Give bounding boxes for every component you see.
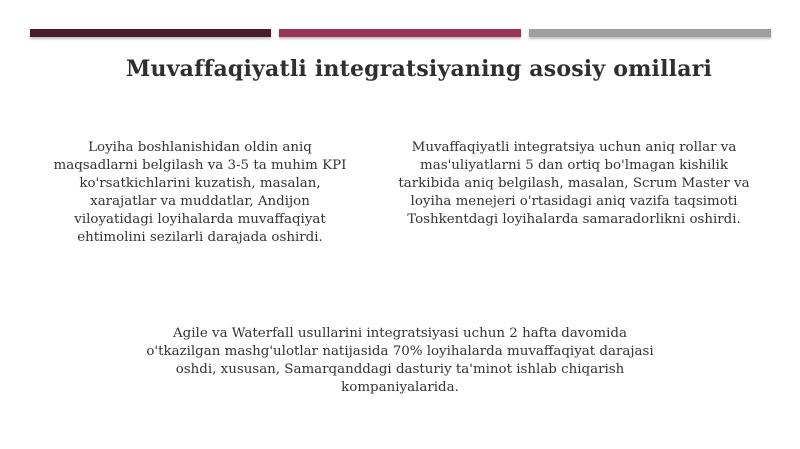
- paragraph-goals-kpi: Loyiha boshlanishidan oldin aniq maqsadlarni belgilash va 3-5 ta muhim KPI ko'rsatkichlarini kuzatish, masalan, xarajatlar va muddatlar, Andijon viloyatidagi loyihalarda muvaffaqiyat ehtimolini sezilarli darajada oshirdi.: [53, 140, 347, 245]
- accent-bar-dark: [30, 29, 271, 37]
- accent-bar-crimson: [279, 29, 521, 37]
- header-accent-bars: [30, 29, 771, 37]
- paragraph-training-results: Agile va Waterfall usullarini integratsiyasi uchun 2 hafta davomida o'tkazilgan mashg'ulotlar natijasida 70% loyihalarda muvaffaqiyat darajasi oshdi, xususan, Samarqanddagi dasturiy ta'minot ishlab chiqarish kompaniyalarida.: [146, 326, 654, 395]
- accent-bar-gray: [529, 29, 771, 37]
- paragraph-roles-responsibilities: Muvaffaqiyatli integratsiya uchun aniq rollar va mas'uliyatlarni 5 dan ortiq bo'lmagan kishilik tarkibida aniq belgilash, masalan, Scrum Master va loyiha menejeri o'rtasidagi aniq vazifa taqsimoti Toshkentdagi loyihalarda samaradorlikni oshirdi.: [398, 140, 750, 227]
- slide-title: Muvaffaqiyatli integratsiyaning asosiy omillari: [125, 56, 713, 82]
